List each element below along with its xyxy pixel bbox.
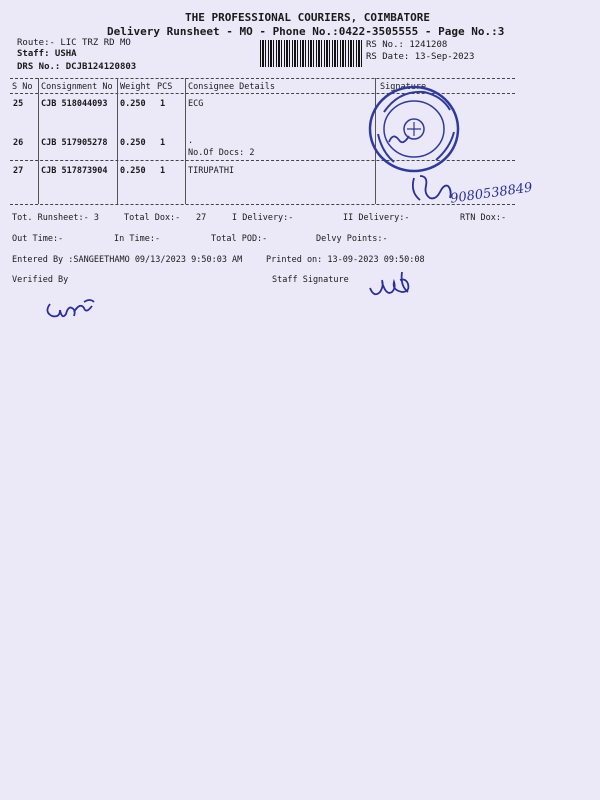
total-dox-value: 27 (196, 213, 207, 223)
col-header-pcs: PCS (157, 82, 173, 92)
row-no-of-docs: No.Of Docs: 2 (188, 148, 255, 158)
rtn-dox: RTN Dox:- (460, 213, 507, 223)
handwritten-phone: 9080538849 (449, 180, 534, 207)
row-sno: 27 (13, 166, 24, 176)
row-consignee: ECG (188, 99, 204, 109)
row-pcs: 1 (160, 99, 166, 109)
staff-signature-label: Staff Signature (272, 275, 349, 285)
in-time: In Time:- (114, 234, 161, 244)
col-sep (185, 78, 186, 204)
out-time: Out Time:- (12, 234, 64, 244)
barcode (260, 40, 362, 67)
ii-delivery: II Delivery:- (343, 213, 410, 223)
row-consignee: . (188, 136, 194, 146)
delvy-points: Delvy Points:- (316, 234, 388, 244)
row-consignment: CJB 517905278 (41, 138, 108, 148)
col-header-consignment: Consignment No (41, 82, 113, 92)
row-consignee: TIRUPATHI (188, 166, 235, 176)
col-header-sno: S No (12, 82, 33, 92)
i-delivery: I Delivery:- (232, 213, 294, 223)
table-top-rule (10, 78, 515, 79)
col-sep (38, 78, 39, 204)
row-weight: 0.250 (120, 166, 146, 176)
staff: Staff: USHA (17, 49, 77, 59)
tot-runsheet: Tot. Runsheet:- 3 (12, 213, 99, 223)
col-header-signature: Signature (380, 82, 427, 92)
verified-by: Verified By (12, 275, 69, 285)
printed-on: Printed on: 13-09-2023 09:50:08 (266, 255, 425, 265)
col-header-consignee: Consignee Details (188, 82, 275, 92)
table-bottom-rule (10, 204, 515, 205)
row-consignment: CJB 518044093 (41, 99, 108, 109)
company-name: THE PROFESSIONAL COURIERS, COIMBATORE (185, 11, 431, 24)
row-consignment: CJB 517873904 (41, 166, 108, 176)
verifier-signature-icon (40, 290, 100, 330)
row-pcs: 1 (160, 138, 166, 148)
row-weight: 0.250 (120, 138, 146, 148)
entered-by: Entered By :SANGEETHAMO 09/13/2023 9:50:03 AM (12, 255, 243, 265)
row-weight: 0.250 (120, 99, 146, 109)
rs-date: RS Date: 13-Sep-2023 (366, 52, 475, 62)
total-dox-label: Total Dox:- (124, 213, 181, 223)
row-sno: 26 (13, 138, 24, 148)
total-pod: Total POD:- (211, 234, 268, 244)
drs-no: DRS No.: DCJB124120803 (17, 62, 137, 72)
ecgc-stamp-icon (364, 82, 464, 177)
row-pcs: 1 (160, 166, 166, 176)
staff-signature-icon (364, 266, 420, 306)
col-header-weight: Weight (120, 82, 151, 92)
route: Route:- LIC TRZ RD MO (17, 38, 131, 48)
col-sep (117, 78, 118, 204)
runsheet-title: Delivery Runsheet - MO - Phone No.:0422-3505555 - Page No.:3 (107, 25, 505, 38)
rs-no: RS No.: 1241208 (366, 40, 448, 50)
row-sno: 25 (13, 99, 24, 109)
